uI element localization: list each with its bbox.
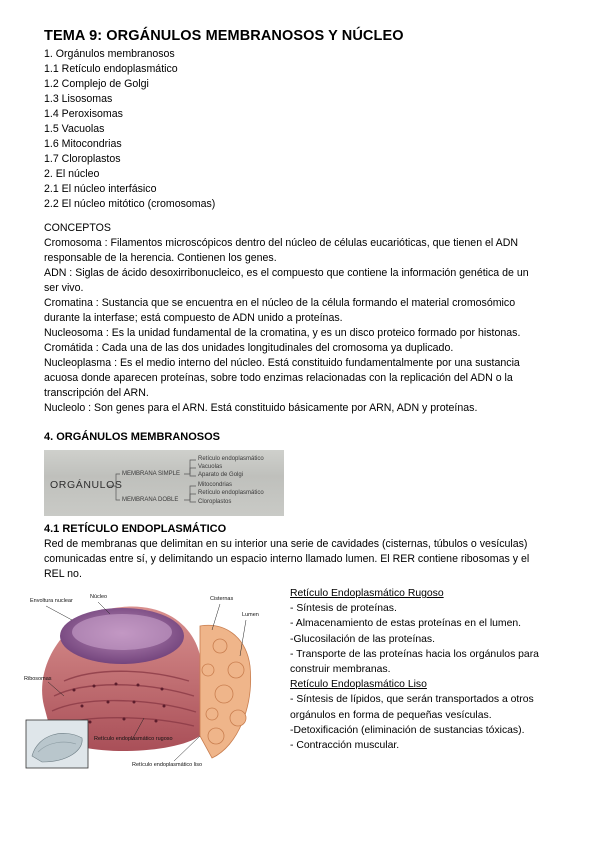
er-illustration [24, 586, 264, 772]
concept-line: durante la interfase; está compuesto de ADN unido a proteínas. [44, 312, 343, 324]
diagram-root: ORGÁNULOS [50, 479, 123, 491]
index-item: 1.2 Complejo de Golgi [44, 78, 149, 90]
label-cisternas: Cisternas [210, 596, 234, 602]
section-4-title: 4. ORGÁNULOS MEMBRANOSOS [44, 431, 221, 443]
concept-line: Nucleosoma : Es la unidad fundamental de la cromatina, y es un disco proteico formado por histonas. [44, 327, 521, 339]
concept-line: ser vivo. [44, 282, 84, 294]
concept-line: Cromátida : Cada una de las dos unidades longitudinales del cromosoma ya duplicado. [44, 342, 454, 354]
rel-item: -Detoxificación (eliminación de sustancias tóxicas). [290, 724, 525, 736]
concepts-section [44, 221, 558, 416]
diagram-simple-item: Vacuolas [198, 464, 223, 470]
index-item: 1.6 Mitocondrias [44, 138, 122, 150]
concept-line: Nucleoplasma : Es el medio interno del núcleo. Está constituido fundamentalmente por una sustancia [44, 357, 520, 369]
document-page [24, 28, 558, 786]
rel-heading: Retículo Endoplasmático Liso [290, 679, 427, 691]
index-item: 1.5 Vacuolas [44, 123, 105, 135]
er-illustration-svg [24, 586, 264, 772]
concept-line: Cromosoma : Filamentos microscópicos dentro del núcleo de células eucarióticas, que tienen el ADN [44, 237, 519, 249]
concept-line: ADN : Siglas de ácido desoxirribonucleico, es el compuesto que contiene la información genética de un [44, 267, 529, 279]
rer-item: - Almacenamiento de estas proteínas en el lumen. [290, 618, 522, 630]
section-4-1-text: comunicadas entre sí, y delimitando un espacio interno llamado lumen. El RER contiene ribosomas y el [44, 553, 530, 565]
rer-heading: Retículo Endoplasmático Rugoso [290, 588, 444, 599]
label-nucleo: Núcleo [90, 594, 108, 600]
diagram-double-item: Mitocondrias [198, 482, 233, 488]
rel-item: orgánulos en forma de pequeñas vesículas. [290, 709, 492, 721]
label-rel: Retículo endoplasmático liso [132, 762, 203, 768]
label-rer: Retículo endoplasmático rugoso [94, 736, 173, 742]
page-title: TEMA 9: ORGÁNULOS MEMBRANOSOS Y NÚCLEO [44, 28, 404, 44]
rel-item: - Síntesis de lípidos, que serán transportados a otros [290, 694, 534, 706]
rer-item: -Glucosilación de las proteínas. [290, 633, 435, 645]
er-figure-row [24, 586, 558, 786]
section-4-1-text: REL no. [44, 568, 82, 580]
rer-item: - Síntesis de proteínas. [290, 603, 397, 615]
diagram-simple-item: Retículo endoplasmático [198, 456, 264, 462]
label-lumen: Lumen [242, 612, 259, 618]
diagram-double-item: Retículo endoplasmático [198, 490, 264, 496]
er-functions [290, 586, 560, 753]
label-envoltura: Envoltura nuclear [30, 598, 73, 604]
diagram-double-item: Cloroplastos [198, 499, 232, 505]
index-item: 1.4 Peroxisomas [44, 108, 123, 120]
diagram-simple: MEMBRANA SIMPLE [122, 471, 181, 477]
diagram-double: MEMBRANA DOBLE [122, 497, 179, 503]
concept-line: responsable de la herencia. Contienen los genes. [44, 252, 277, 264]
concept-line: acuosa donde aparecen proteínas, sobre todo enzimas relacionadas con la replicación del ADN o la [44, 372, 513, 384]
concept-line: Cromatina : Sustancia que se encuentra en el núcleo de la célula formando el material cromosómico [44, 297, 516, 309]
index-item: 1. Orgánulos membranosos [44, 48, 175, 60]
diagram-simple-item: Aparato de Golgi [198, 472, 244, 478]
label-ribosomas: Ribosomas [24, 676, 52, 682]
index-item: 2. El núcleo [44, 168, 100, 180]
section-4-1-text: Red de membranas que delimitan en su interior una serie de cavidades (cisternas, túbulos o vesículas) [44, 538, 528, 550]
index-item: 1.7 Cloroplastos [44, 153, 121, 165]
concept-line: transcripción del ARN. [44, 387, 149, 399]
rer-item: construir membranas. [290, 664, 391, 676]
organelles-diagram [44, 450, 284, 516]
rel-item: - Contracción muscular. [290, 740, 400, 752]
index-item: 1.3 Lisosomas [44, 93, 113, 105]
index-item: 2.2 El núcleo mitótico (cromosomas) [44, 198, 216, 210]
concept-line: Nucleolo : Son genes para el ARN. Está constituido básicamente por ARN, ADN y proteínas. [44, 402, 478, 414]
rer-item: - Transporte de las proteínas hacia los orgánulos para [290, 648, 539, 660]
index-list [44, 47, 558, 212]
section-4-1-title: 4.1 RETÍCULO ENDOPLASMÁTICO [44, 523, 227, 535]
concepts-heading: CONCEPTOS [44, 222, 111, 234]
index-item: 1.1 Retículo endoplasmático [44, 63, 178, 75]
index-item: 2.1 El núcleo interfásico [44, 183, 157, 195]
